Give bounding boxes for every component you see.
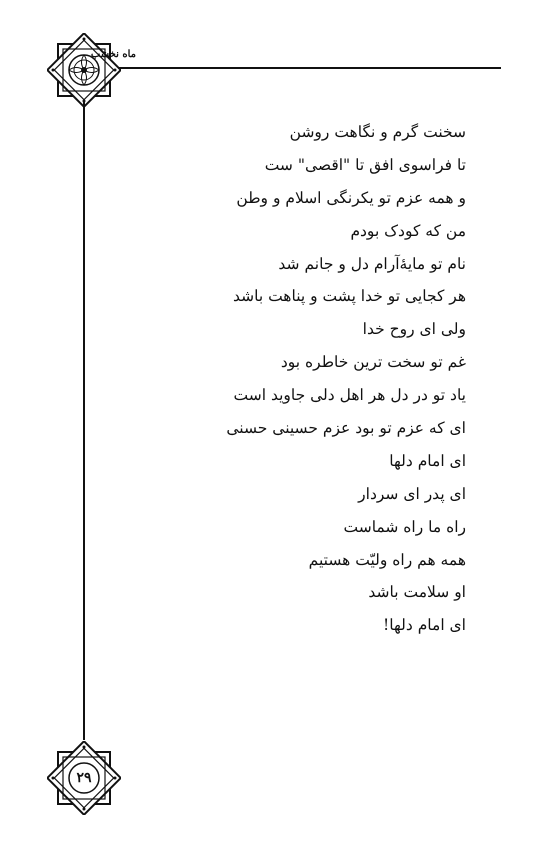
poem-line: ولی ای روح خدا — [362, 320, 466, 339]
poem-line: همه هم راه ولیّت هستیم — [308, 550, 466, 569]
margin-divider — [83, 100, 85, 740]
poem-line: راه ما راه شماست — [343, 517, 466, 536]
poem-line: تا فراسوی افق تا "اقصی" ست — [264, 155, 466, 174]
poem-line: غم تو سخت ترین خاطره بود — [280, 353, 466, 372]
poem-line: هر کجایی تو خدا پشت و پناهت باشد — [232, 287, 466, 306]
poem-line: او سلامت باشد — [368, 583, 466, 602]
poem-line: ای پدر ای سردار — [358, 484, 466, 503]
poem-line: ای امام دلها! — [383, 616, 466, 635]
poem-line: ای که عزم تو بود عزم حسینی حسنی — [226, 419, 466, 438]
poem-line: سخنت گرم و نگاهت روشن — [289, 123, 466, 141]
running-header-title: ماه نخشب — [90, 49, 136, 60]
star-ornament-icon — [47, 33, 121, 107]
poem-line: من که کودک بودم — [350, 221, 466, 240]
poem-line: نام تو مایۀآرام دل و جانم شد — [278, 254, 466, 273]
poem-line: ای امام دلها — [389, 451, 466, 470]
poem-text — [166, 116, 466, 642]
page-number: ۲۹ — [76, 770, 92, 786]
header-divider — [118, 67, 501, 69]
poem-line: یاد تو در دل هر اهل دلی جاوید است — [233, 386, 466, 405]
poem-line: و همه عزم تو یکرنگی اسلام و وطن — [236, 188, 466, 207]
